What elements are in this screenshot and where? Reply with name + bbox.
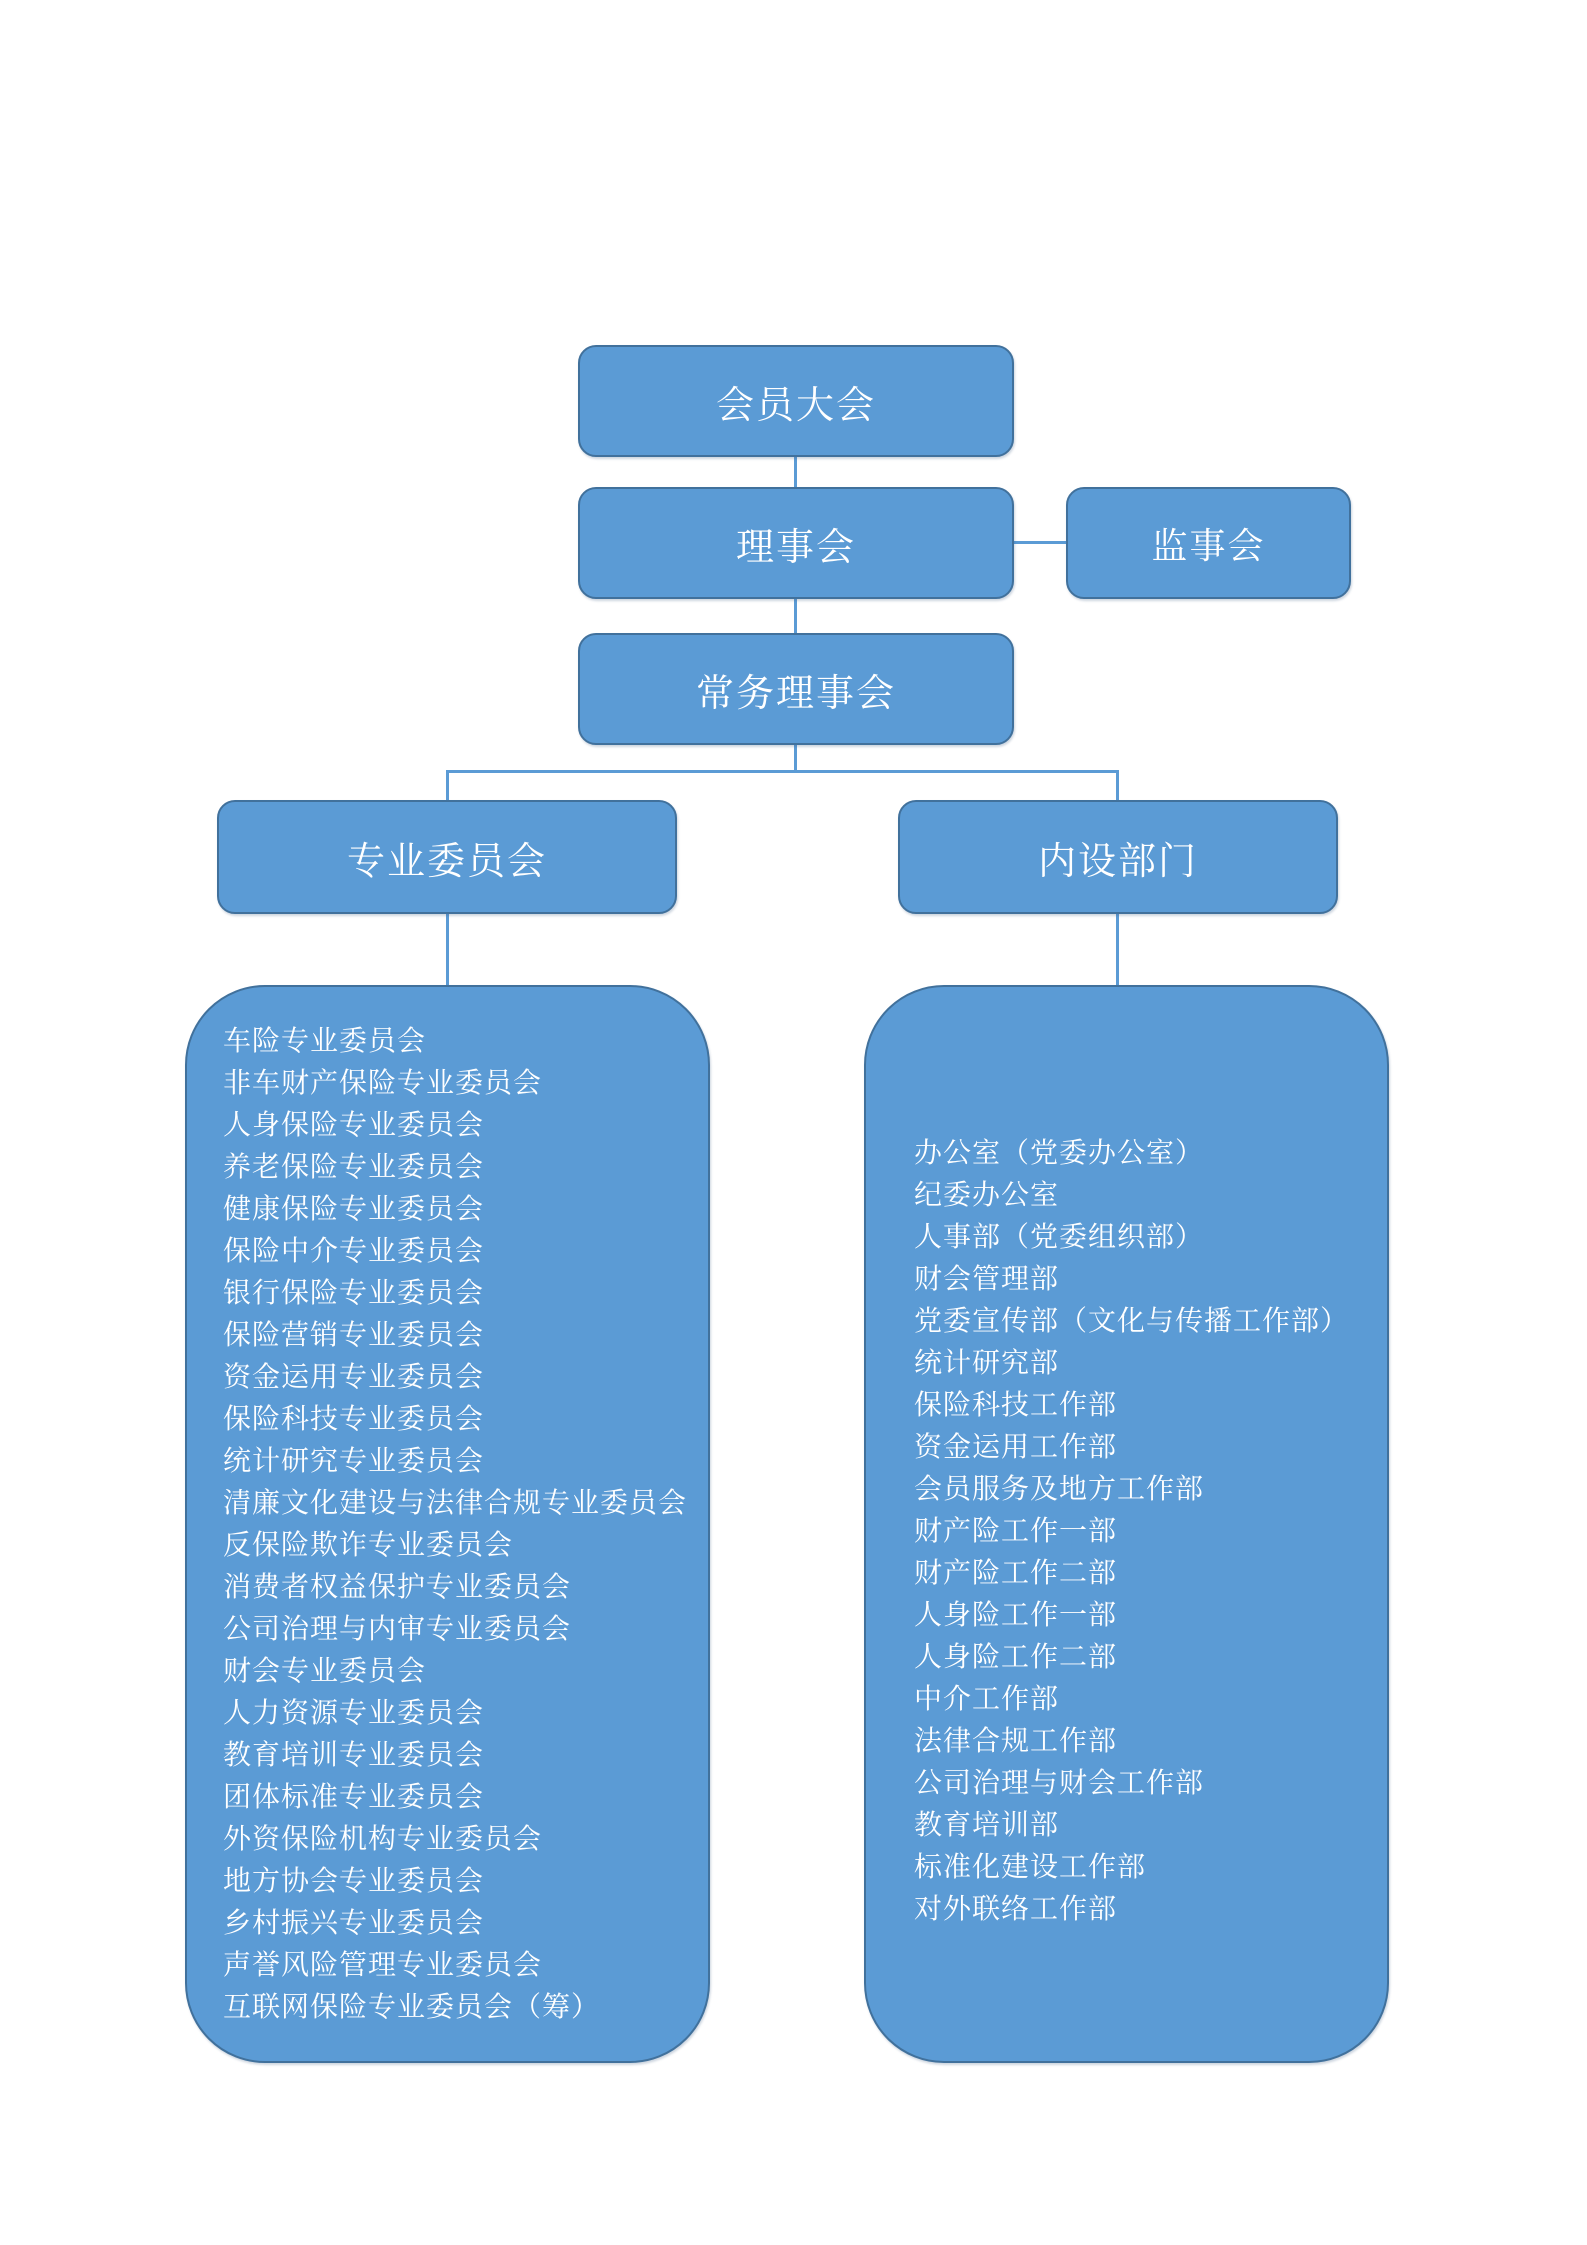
standing-council-box [578,633,1014,745]
committee-item: 地方协会专业委员会 [223,1864,485,1897]
committee-item: 团体标准专业委员会 [223,1780,485,1813]
connector-to-committees-header [446,770,449,800]
committee-item: 银行保险专业委员会 [223,1276,485,1309]
committee-item: 健康保险专业委员会 [223,1192,485,1225]
council-box [578,487,1014,599]
department-item: 纪委办公室 [914,1178,1060,1211]
council-label: 理事会 [735,524,856,569]
committees-header-box [217,800,677,914]
supervisory-board-box [1066,487,1351,599]
committee-item: 人身保险专业委员会 [223,1108,485,1141]
department-item: 中介工作部 [914,1682,1060,1715]
department-item: 党委宣传部（文化与传播工作部） [914,1304,1350,1337]
department-item: 人身险工作一部 [914,1598,1118,1631]
committee-item: 反保险欺诈专业委员会 [223,1528,514,1561]
departments-header-box [898,800,1338,914]
committee-item: 保险科技专业委员会 [223,1402,485,1435]
department-item: 财产险工作二部 [914,1556,1118,1589]
committee-item: 公司治理与内审专业委员会 [223,1612,572,1645]
committee-item: 声誉风险管理专业委员会 [223,1948,543,1981]
department-item: 人事部（党委组织部） [914,1220,1205,1253]
connector-council-to-supervisory [1014,541,1066,544]
committee-item: 车险专业委员会 [223,1024,427,1057]
committee-item: 互联网保险专业委员会（筹） [223,1990,601,2023]
committee-item: 养老保险专业委员会 [223,1150,485,1183]
committees-header-label: 专业委员会 [346,838,547,883]
department-item: 统计研究部 [914,1346,1060,1379]
supervisory-board-label: 监事会 [1151,525,1266,567]
department-item: 法律合规工作部 [914,1724,1118,1757]
committee-item: 外资保险机构专业委员会 [223,1822,543,1855]
department-item: 办公室（党委办公室） [914,1136,1205,1169]
committee-item: 消费者权益保护专业委员会 [223,1570,572,1603]
department-item: 对外联络工作部 [914,1892,1118,1925]
committee-item: 非车财产保险专业委员会 [223,1066,543,1099]
department-item: 保险科技工作部 [914,1388,1118,1421]
connector-member-to-council [794,457,797,487]
committees-panel [185,985,710,2063]
connector-to-departments-panel [1116,914,1119,985]
committee-item: 教育培训专业委员会 [223,1738,485,1771]
department-item: 教育培训部 [914,1808,1060,1841]
committee-item: 保险营销专业委员会 [223,1318,485,1351]
connector-to-departments-header [1116,770,1119,800]
committee-item: 资金运用专业委员会 [223,1360,485,1393]
departments-panel [864,985,1389,2063]
committee-item: 人力资源专业委员会 [223,1696,485,1729]
committee-item: 财会专业委员会 [223,1654,427,1687]
department-item: 人身险工作二部 [914,1640,1118,1673]
connector-council-to-standing [794,599,797,633]
connector-standing-stub [794,745,797,773]
member-congress-box [578,345,1014,457]
standing-council-label: 常务理事会 [695,670,896,715]
connector-branch-split [446,770,1119,773]
department-item: 资金运用工作部 [914,1430,1118,1463]
department-item: 财产险工作一部 [914,1514,1118,1547]
departments-header-label: 内设部门 [1037,838,1198,883]
department-item: 会员服务及地方工作部 [914,1472,1205,1505]
connector-to-committees-panel [446,914,449,985]
committee-item: 统计研究专业委员会 [223,1444,485,1477]
department-item: 标准化建设工作部 [914,1850,1147,1883]
department-item: 财会管理部 [914,1262,1060,1295]
committee-item: 保险中介专业委员会 [223,1234,485,1267]
committee-item: 乡村振兴专业委员会 [223,1906,485,1939]
committee-item: 清廉文化建设与法律合规专业委员会 [223,1486,688,1519]
department-item: 公司治理与财会工作部 [914,1766,1205,1799]
member-congress-label: 会员大会 [715,382,876,427]
